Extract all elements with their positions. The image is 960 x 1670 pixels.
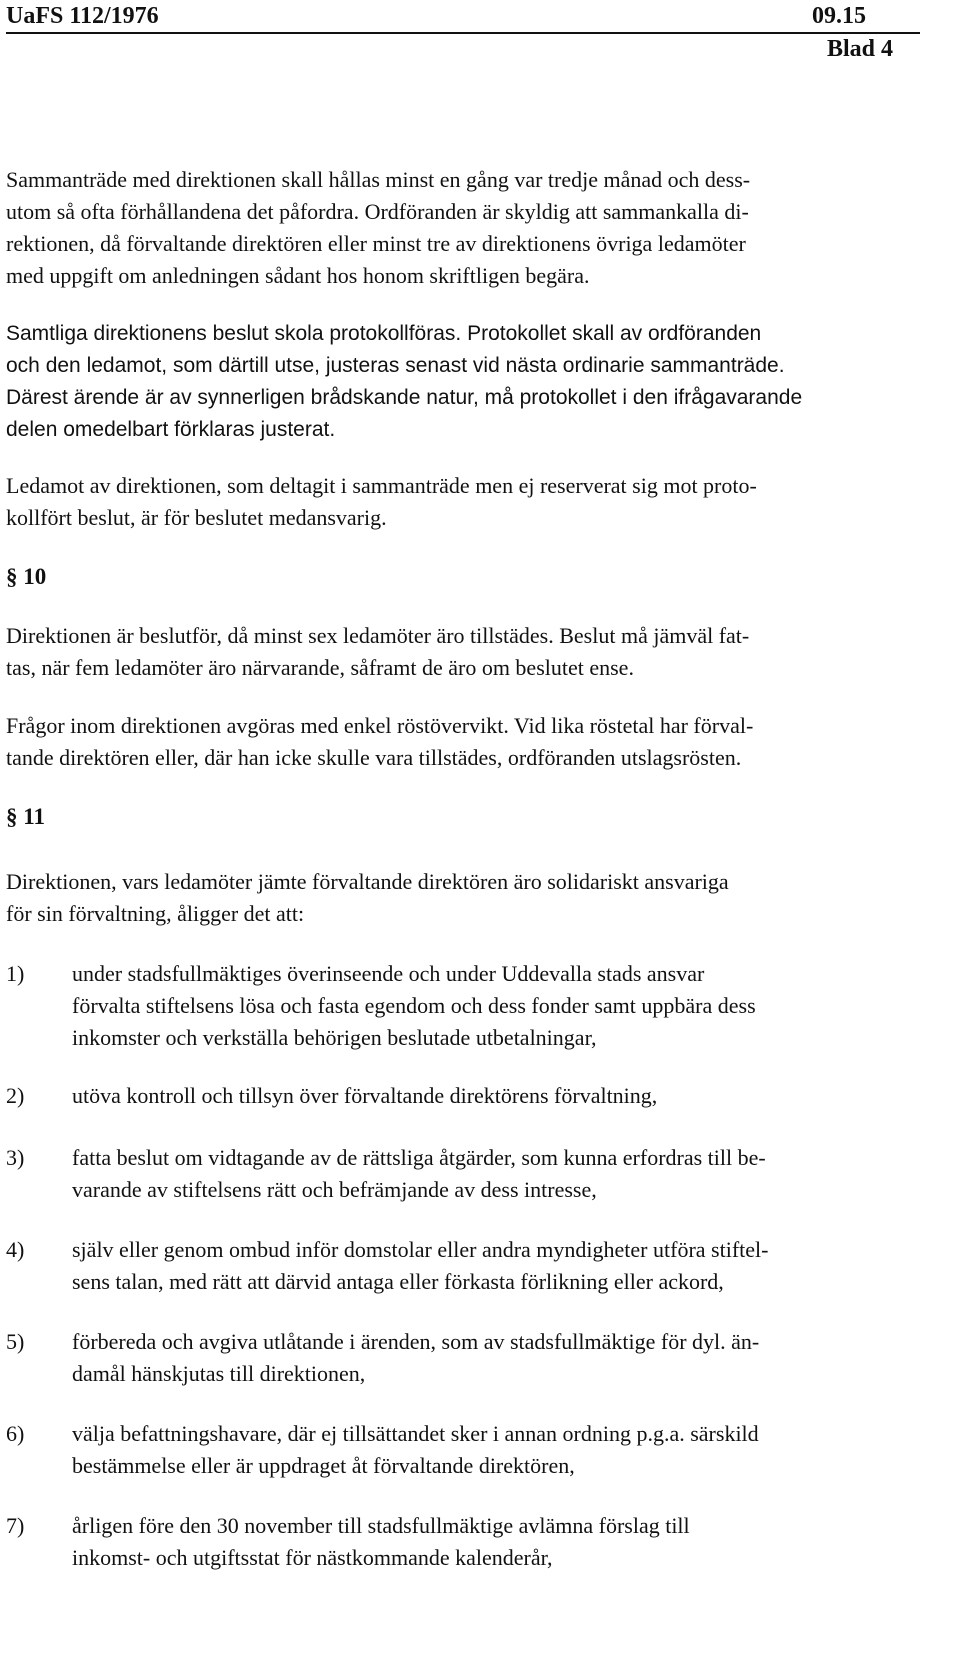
item-number: 6)	[6, 1421, 25, 1446]
item-number: 3)	[6, 1145, 25, 1170]
document-code: UaFS 112/1976	[6, 3, 159, 29]
item-text	[72, 958, 756, 1054]
item-number: 1)	[6, 961, 25, 986]
text-line: fatta beslut om vidtagande av de rättsliga åtgärder, som kunna erfordras till be-	[72, 1145, 766, 1170]
text-line: damål hänskjutas till direktionen,	[72, 1361, 366, 1386]
paragraph-duties-intro	[6, 866, 946, 930]
text-line: med uppgift om anledningen sådant hos honom skriftligen begära.	[6, 263, 590, 288]
section-heading-11: § 11	[6, 804, 45, 829]
text-line: Direktionen är beslutför, då minst sex ledamöter äro tillstädes. Beslut må jämväl fat-	[6, 623, 750, 648]
text-line: Ledamot av direktionen, som deltagit i sammanträde men ej reserverat sig mot proto-	[6, 473, 757, 498]
text-line: tande direktören eller, där han icke skulle vara tillstädes, ordföranden utslagsrösten.	[6, 745, 742, 770]
text-line: välja befattningshavare, där ej tillsättandet sker i annan ordning p.g.a. särskild	[72, 1421, 759, 1446]
text-line: Därest ärende är av synnerligen brådskande natur, må protokollet i den ifrågavarande	[6, 386, 803, 409]
text-line: förvalta stiftelsens lösa och fasta egendom och dess fonder samt uppbära dess	[72, 993, 756, 1018]
item-text	[72, 1080, 657, 1112]
paragraph-liability	[6, 470, 946, 534]
text-line: utöva kontroll och tillsyn över förvaltande direktörens förvaltning,	[72, 1083, 658, 1108]
text-line: själv eller genom ombud inför domstolar eller andra myndigheter utföra stiftel-	[72, 1237, 769, 1262]
text-line: Direktionen, vars ledamöter jämte förvaltande direktören äro solidariskt ansvariga	[6, 869, 729, 894]
text-line: och den ledamot, som därtill utse, justeras senast vid nästa ordinarie sammanträde.	[6, 354, 785, 377]
sheet-number: Blad 4	[826, 36, 893, 62]
section-heading-10: § 10	[6, 564, 47, 589]
section-number: 09.15	[812, 3, 866, 29]
item-text	[72, 1142, 766, 1206]
paragraph-minutes	[6, 318, 946, 446]
text-line: utom så ofta förhållandena det påfordra. Ordföranden är skyldig att sammankalla di-	[6, 199, 749, 224]
text-line: förbereda och avgiva utlåtande i ärenden, som av stadsfullmäktige för dyl. än-	[72, 1329, 760, 1354]
text-line: sens talan, med rätt att därvid antaga eller förkasta förlikning eller ackord,	[72, 1269, 724, 1294]
text-line: för sin förvaltning, åligger det att:	[6, 901, 305, 926]
page-header	[6, 2, 920, 34]
text-line: delen omedelbart förklaras justerat.	[6, 418, 336, 441]
text-line: Frågor inom direktionen avgöras med enkel röstövervikt. Vid lika röstetal har förval-	[6, 713, 754, 738]
item-number: 2)	[6, 1083, 25, 1108]
paragraph-quorum	[6, 620, 946, 684]
text-line: inkomster och verkställa behörigen beslutade utbetalningar,	[72, 1025, 597, 1050]
item-number: 4)	[6, 1237, 25, 1262]
text-line: Samtliga direktionens beslut skola protokollföras. Protokollet skall av ordföranden	[6, 322, 762, 345]
item-number: 5)	[6, 1329, 25, 1354]
paragraph-meetings	[6, 164, 946, 292]
text-line: under stadsfullmäktiges överinseende och under Uddevalla stads ansvar	[72, 961, 705, 986]
text-line: Sammanträde med direktionen skall hållas minst en gång var tredje månad och dess-	[6, 167, 751, 192]
text-line: årligen före den 30 november till stadsfullmäktige avlämna förslag till	[72, 1513, 690, 1538]
item-text	[72, 1510, 690, 1574]
text-line: rektionen, då förvaltande direktören eller minst tre av direktionens övriga ledamöter	[6, 231, 746, 256]
item-text	[72, 1234, 768, 1298]
item-number: 7)	[6, 1513, 25, 1538]
item-text	[72, 1418, 759, 1482]
text-line: inkomst- och utgiftsstat för nästkommande kalenderår,	[72, 1545, 553, 1570]
text-line: kollfört beslut, är för beslutet medansvarig.	[6, 505, 387, 530]
item-text	[72, 1326, 759, 1390]
text-line: varande av stiftelsens rätt och befrämjande av dess intresse,	[72, 1177, 597, 1202]
text-line: bestämmelse eller är uppdraget åt förvaltande direktören,	[72, 1453, 575, 1478]
paragraph-voting	[6, 710, 946, 774]
text-line: tas, när fem ledamöter äro närvarande, såframt de äro om beslutet ense.	[6, 655, 634, 680]
